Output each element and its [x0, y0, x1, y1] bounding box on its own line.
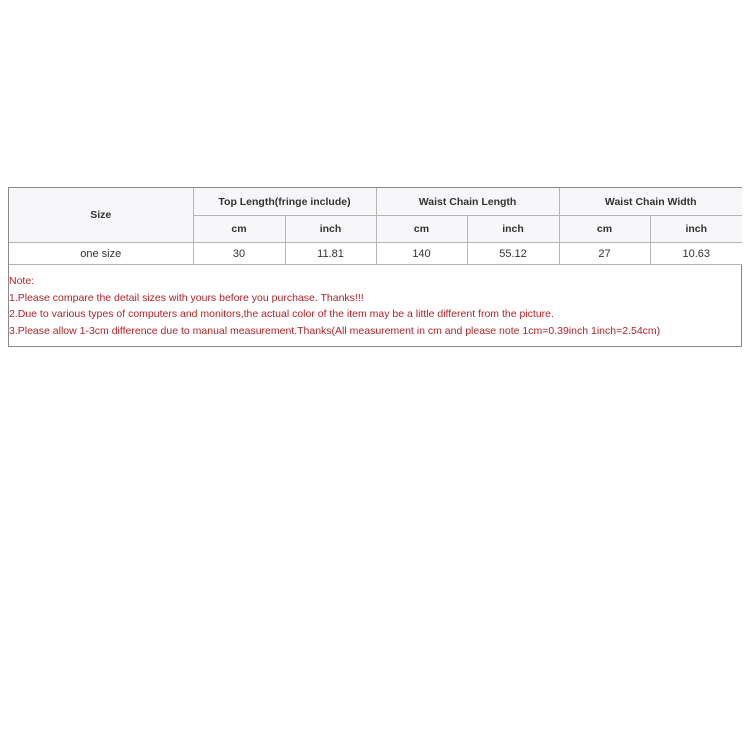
- notes-section: [9, 265, 741, 339]
- unit-header: inch: [467, 216, 559, 243]
- unit-header: cm: [559, 216, 650, 243]
- value-cell: 140: [376, 243, 467, 265]
- note-line: 3.Please allow 1-3cm difference due to manual measurement.Thanks(All measurement in cm and please note 1cm=0.39inch 1inch=2.54cm): [9, 324, 661, 337]
- group-header-waist-chain-length: Waist Chain Length: [376, 188, 559, 216]
- table-header-row: [9, 188, 742, 216]
- table-row: [9, 243, 742, 265]
- unit-header: cm: [376, 216, 467, 243]
- unit-header: inch: [285, 216, 376, 243]
- size-chart: [8, 187, 742, 347]
- value-cell: 27: [559, 243, 650, 265]
- note-line: 1.Please compare the detail sizes with yours before you purchase. Thanks!!!: [9, 291, 364, 304]
- size-cell: one size: [9, 243, 193, 265]
- size-table: [9, 188, 742, 265]
- notes-title: Note:: [9, 275, 35, 287]
- group-header-top-length: Top Length(fringe include): [193, 188, 376, 216]
- unit-header: cm: [193, 216, 285, 243]
- value-cell: 30: [193, 243, 285, 265]
- size-column-header: Size: [9, 188, 193, 243]
- unit-header: inch: [650, 216, 742, 243]
- value-cell: 55.12: [467, 243, 559, 265]
- note-line: 2.Due to various types of computers and monitors,the actual color of the item may be a little different from the picture.: [9, 308, 554, 320]
- value-cell: 10.63: [650, 243, 742, 265]
- group-header-waist-chain-width: Waist Chain Width: [559, 188, 742, 216]
- value-cell: 11.81: [285, 243, 376, 265]
